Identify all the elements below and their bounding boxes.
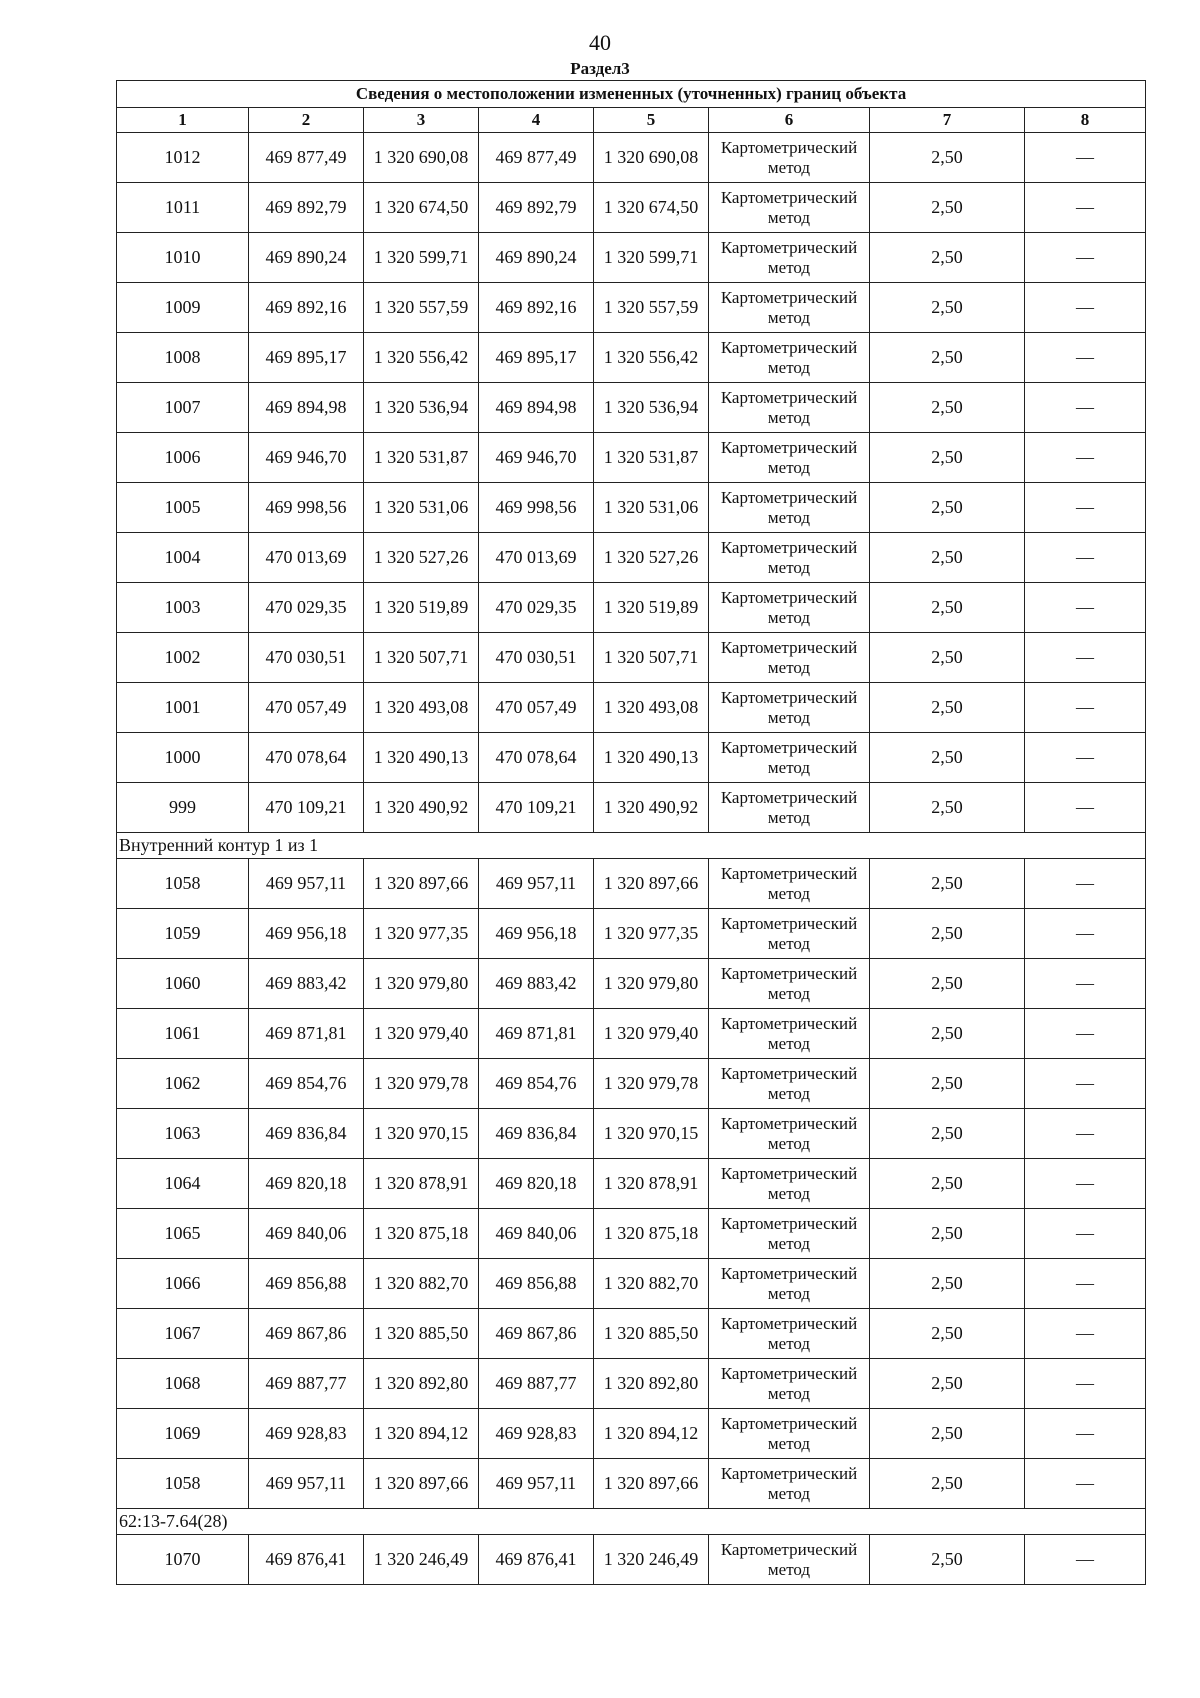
y-coordinate-cell: 1 320 875,18 [364, 1209, 479, 1259]
coordinates-table [116, 80, 1146, 1585]
precision-cell: 2,50 [870, 1259, 1025, 1309]
table-row [117, 733, 1146, 783]
description-cell: — [1025, 433, 1146, 483]
point-number-cell: 1003 [117, 583, 249, 633]
x-coordinate-cell: 470 109,21 [249, 783, 364, 833]
x-coordinate-cell: 469 894,98 [249, 383, 364, 433]
y-coordinate-cell: 1 320 246,49 [364, 1535, 479, 1585]
table-row [117, 1159, 1146, 1209]
precision-cell: 2,50 [870, 959, 1025, 1009]
method-cell: Картометрический метод [709, 1409, 870, 1459]
section-label: Внутренний контур 1 из 1 [117, 833, 1146, 859]
method-cell: Картометрический метод [709, 383, 870, 433]
y-coordinate-cell: 1 320 519,89 [364, 583, 479, 633]
y-coordinate-new-cell: 1 320 885,50 [594, 1309, 709, 1359]
x-coordinate-cell: 469 957,11 [249, 1459, 364, 1509]
y-coordinate-new-cell: 1 320 897,66 [594, 1459, 709, 1509]
y-coordinate-new-cell: 1 320 599,71 [594, 233, 709, 283]
description-cell: — [1025, 683, 1146, 733]
point-number-cell: 1005 [117, 483, 249, 533]
method-cell: Картометрический метод [709, 859, 870, 909]
x-coordinate-cell: 469 895,17 [249, 333, 364, 383]
x-coordinate-new-cell: 469 877,49 [479, 133, 594, 183]
precision-cell: 2,50 [870, 633, 1025, 683]
column-header: 6 [709, 108, 870, 133]
description-cell: — [1025, 183, 1146, 233]
method-cell: Картометрический метод [709, 533, 870, 583]
y-coordinate-new-cell: 1 320 531,87 [594, 433, 709, 483]
description-cell: — [1025, 1109, 1146, 1159]
description-cell: — [1025, 783, 1146, 833]
description-cell: — [1025, 1259, 1146, 1309]
x-coordinate-cell: 469 871,81 [249, 1009, 364, 1059]
point-number-cell: 1061 [117, 1009, 249, 1059]
x-coordinate-new-cell: 469 998,56 [479, 483, 594, 533]
precision-cell: 2,50 [870, 1459, 1025, 1509]
precision-cell: 2,50 [870, 133, 1025, 183]
x-coordinate-new-cell: 469 946,70 [479, 433, 594, 483]
method-cell: Картометрический метод [709, 433, 870, 483]
y-coordinate-cell: 1 320 599,71 [364, 233, 479, 283]
y-coordinate-cell: 1 320 493,08 [364, 683, 479, 733]
description-cell: — [1025, 1209, 1146, 1259]
x-coordinate-new-cell: 470 057,49 [479, 683, 594, 733]
x-coordinate-cell: 469 892,16 [249, 283, 364, 333]
description-cell: — [1025, 1359, 1146, 1409]
y-coordinate-cell: 1 320 531,06 [364, 483, 479, 533]
x-coordinate-cell: 469 928,83 [249, 1409, 364, 1459]
y-coordinate-new-cell: 1 320 875,18 [594, 1209, 709, 1259]
x-coordinate-cell: 469 998,56 [249, 483, 364, 533]
y-coordinate-new-cell: 1 320 970,15 [594, 1109, 709, 1159]
y-coordinate-new-cell: 1 320 892,80 [594, 1359, 709, 1409]
x-coordinate-new-cell: 469 957,11 [479, 859, 594, 909]
method-cell: Картометрический метод [709, 483, 870, 533]
description-cell: — [1025, 633, 1146, 683]
y-coordinate-cell: 1 320 674,50 [364, 183, 479, 233]
precision-cell: 2,50 [870, 433, 1025, 483]
method-cell: Картометрический метод [709, 1359, 870, 1409]
y-coordinate-cell: 1 320 536,94 [364, 383, 479, 433]
column-header: 8 [1025, 108, 1146, 133]
point-number-cell: 1000 [117, 733, 249, 783]
y-coordinate-cell: 1 320 892,80 [364, 1359, 479, 1409]
table-row [117, 1409, 1146, 1459]
method-cell: Картометрический метод [709, 633, 870, 683]
y-coordinate-new-cell: 1 320 527,26 [594, 533, 709, 583]
precision-cell: 2,50 [870, 683, 1025, 733]
precision-cell: 2,50 [870, 859, 1025, 909]
table-row [117, 1109, 1146, 1159]
precision-cell: 2,50 [870, 483, 1025, 533]
y-coordinate-new-cell: 1 320 674,50 [594, 183, 709, 233]
point-number-cell: 1008 [117, 333, 249, 383]
y-coordinate-cell: 1 320 894,12 [364, 1409, 479, 1459]
method-cell: Картометрический метод [709, 959, 870, 1009]
x-coordinate-new-cell: 469 887,77 [479, 1359, 594, 1409]
precision-cell: 2,50 [870, 733, 1025, 783]
point-number-cell: 1058 [117, 859, 249, 909]
y-coordinate-new-cell: 1 320 536,94 [594, 383, 709, 433]
table-row [117, 1009, 1146, 1059]
method-cell: Картометрический метод [709, 283, 870, 333]
description-cell: — [1025, 909, 1146, 959]
precision-cell: 2,50 [870, 583, 1025, 633]
x-coordinate-new-cell: 470 109,21 [479, 783, 594, 833]
y-coordinate-cell: 1 320 527,26 [364, 533, 479, 583]
x-coordinate-new-cell: 469 890,24 [479, 233, 594, 283]
precision-cell: 2,50 [870, 1409, 1025, 1459]
y-coordinate-cell: 1 320 882,70 [364, 1259, 479, 1309]
x-coordinate-new-cell: 470 030,51 [479, 633, 594, 683]
y-coordinate-cell: 1 320 557,59 [364, 283, 479, 333]
description-cell: — [1025, 483, 1146, 533]
description-cell: — [1025, 1159, 1146, 1209]
column-header: 3 [364, 108, 479, 133]
y-coordinate-cell: 1 320 490,13 [364, 733, 479, 783]
y-coordinate-new-cell: 1 320 531,06 [594, 483, 709, 533]
method-cell: Картометрический метод [709, 333, 870, 383]
x-coordinate-new-cell: 469 892,16 [479, 283, 594, 333]
x-coordinate-new-cell: 469 883,42 [479, 959, 594, 1009]
point-number-cell: 1012 [117, 133, 249, 183]
table-row [117, 433, 1146, 483]
table-row [117, 783, 1146, 833]
x-coordinate-cell: 469 956,18 [249, 909, 364, 959]
table-row [117, 633, 1146, 683]
x-coordinate-new-cell: 470 029,35 [479, 583, 594, 633]
point-number-cell: 1009 [117, 283, 249, 333]
description-cell: — [1025, 533, 1146, 583]
point-number-cell: 1001 [117, 683, 249, 733]
y-coordinate-cell: 1 320 878,91 [364, 1159, 479, 1209]
y-coordinate-new-cell: 1 320 977,35 [594, 909, 709, 959]
y-coordinate-cell: 1 320 556,42 [364, 333, 479, 383]
x-coordinate-new-cell: 469 871,81 [479, 1009, 594, 1059]
y-coordinate-new-cell: 1 320 507,71 [594, 633, 709, 683]
y-coordinate-cell: 1 320 979,80 [364, 959, 479, 1009]
point-number-cell: 1069 [117, 1409, 249, 1459]
table-row [117, 1359, 1146, 1409]
method-cell: Картометрический метод [709, 909, 870, 959]
x-coordinate-cell: 469 836,84 [249, 1109, 364, 1159]
x-coordinate-cell: 470 029,35 [249, 583, 364, 633]
description-cell: — [1025, 133, 1146, 183]
description-cell: — [1025, 283, 1146, 333]
precision-cell: 2,50 [870, 1309, 1025, 1359]
description-cell: — [1025, 859, 1146, 909]
x-coordinate-new-cell: 469 894,98 [479, 383, 594, 433]
method-cell: Картометрический метод [709, 733, 870, 783]
table-row [117, 683, 1146, 733]
point-number-cell: 1060 [117, 959, 249, 1009]
description-cell: — [1025, 333, 1146, 383]
x-coordinate-cell: 470 030,51 [249, 633, 364, 683]
point-number-cell: 1066 [117, 1259, 249, 1309]
column-header: 7 [870, 108, 1025, 133]
precision-cell: 2,50 [870, 1159, 1025, 1209]
precision-cell: 2,50 [870, 1059, 1025, 1109]
table-row [117, 909, 1146, 959]
point-number-cell: 999 [117, 783, 249, 833]
point-number-cell: 1004 [117, 533, 249, 583]
table-caption: Сведения о местоположении измененных (уточненных) границ объекта [117, 81, 1146, 108]
y-coordinate-new-cell: 1 320 493,08 [594, 683, 709, 733]
x-coordinate-new-cell: 469 820,18 [479, 1159, 594, 1209]
table-row [117, 959, 1146, 1009]
point-number-cell: 1059 [117, 909, 249, 959]
y-coordinate-cell: 1 320 979,40 [364, 1009, 479, 1059]
method-cell: Картометрический метод [709, 1059, 870, 1109]
column-header: 4 [479, 108, 594, 133]
point-number-cell: 1007 [117, 383, 249, 433]
method-cell: Картометрический метод [709, 783, 870, 833]
y-coordinate-new-cell: 1 320 878,91 [594, 1159, 709, 1209]
precision-cell: 2,50 [870, 533, 1025, 583]
precision-cell: 2,50 [870, 1009, 1025, 1059]
x-coordinate-cell: 469 883,42 [249, 959, 364, 1009]
point-number-cell: 1062 [117, 1059, 249, 1109]
point-number-cell: 1070 [117, 1535, 249, 1585]
x-coordinate-cell: 469 856,88 [249, 1259, 364, 1309]
y-coordinate-new-cell: 1 320 519,89 [594, 583, 709, 633]
table-row [117, 233, 1146, 283]
precision-cell: 2,50 [870, 283, 1025, 333]
section-row [117, 1509, 1146, 1535]
y-coordinate-cell: 1 320 690,08 [364, 133, 479, 183]
point-number-cell: 1010 [117, 233, 249, 283]
y-coordinate-new-cell: 1 320 246,49 [594, 1535, 709, 1585]
table-row [117, 583, 1146, 633]
precision-cell: 2,50 [870, 333, 1025, 383]
y-coordinate-cell: 1 320 897,66 [364, 859, 479, 909]
y-coordinate-cell: 1 320 507,71 [364, 633, 479, 683]
y-coordinate-cell: 1 320 977,35 [364, 909, 479, 959]
table-row [117, 1535, 1146, 1585]
section-row [117, 833, 1146, 859]
description-cell: — [1025, 1409, 1146, 1459]
precision-cell: 2,50 [870, 1209, 1025, 1259]
column-header: 2 [249, 108, 364, 133]
table-row [117, 1209, 1146, 1259]
precision-cell: 2,50 [870, 783, 1025, 833]
y-coordinate-new-cell: 1 320 897,66 [594, 859, 709, 909]
x-coordinate-cell: 469 877,49 [249, 133, 364, 183]
method-cell: Картометрический метод [709, 183, 870, 233]
section-label: 62:13-7.64(28) [117, 1509, 1146, 1535]
y-coordinate-new-cell: 1 320 490,92 [594, 783, 709, 833]
y-coordinate-cell: 1 320 979,78 [364, 1059, 479, 1109]
precision-cell: 2,50 [870, 1535, 1025, 1585]
method-cell: Картометрический метод [709, 1535, 870, 1585]
x-coordinate-cell: 469 957,11 [249, 859, 364, 909]
y-coordinate-new-cell: 1 320 882,70 [594, 1259, 709, 1309]
x-coordinate-cell: 470 057,49 [249, 683, 364, 733]
description-cell: — [1025, 1059, 1146, 1109]
description-cell: — [1025, 733, 1146, 783]
table-row [117, 1459, 1146, 1509]
x-coordinate-new-cell: 469 892,79 [479, 183, 594, 233]
point-number-cell: 1063 [117, 1109, 249, 1159]
point-number-cell: 1067 [117, 1309, 249, 1359]
method-cell: Картометрический метод [709, 1309, 870, 1359]
y-coordinate-cell: 1 320 897,66 [364, 1459, 479, 1509]
x-coordinate-cell: 469 840,06 [249, 1209, 364, 1259]
x-coordinate-cell: 469 892,79 [249, 183, 364, 233]
point-number-cell: 1068 [117, 1359, 249, 1409]
table-row [117, 1309, 1146, 1359]
x-coordinate-new-cell: 470 078,64 [479, 733, 594, 783]
y-coordinate-new-cell: 1 320 556,42 [594, 333, 709, 383]
y-coordinate-new-cell: 1 320 979,80 [594, 959, 709, 1009]
x-coordinate-new-cell: 469 956,18 [479, 909, 594, 959]
x-coordinate-new-cell: 469 957,11 [479, 1459, 594, 1509]
point-number-cell: 1002 [117, 633, 249, 683]
column-header: 5 [594, 108, 709, 133]
x-coordinate-cell: 469 946,70 [249, 433, 364, 483]
y-coordinate-new-cell: 1 320 690,08 [594, 133, 709, 183]
x-coordinate-new-cell: 469 928,83 [479, 1409, 594, 1459]
description-cell: — [1025, 1459, 1146, 1509]
point-number-cell: 1011 [117, 183, 249, 233]
point-number-cell: 1064 [117, 1159, 249, 1209]
table-row [117, 183, 1146, 233]
precision-cell: 2,50 [870, 1359, 1025, 1409]
point-number-cell: 1058 [117, 1459, 249, 1509]
description-cell: — [1025, 1309, 1146, 1359]
description-cell: — [1025, 1535, 1146, 1585]
table-row [117, 533, 1146, 583]
description-cell: — [1025, 959, 1146, 1009]
x-coordinate-cell: 469 887,77 [249, 1359, 364, 1409]
method-cell: Картометрический метод [709, 583, 870, 633]
method-cell: Картометрический метод [709, 1109, 870, 1159]
precision-cell: 2,50 [870, 383, 1025, 433]
table-row [117, 1059, 1146, 1109]
table-row [117, 383, 1146, 433]
x-coordinate-new-cell: 469 876,41 [479, 1535, 594, 1585]
y-coordinate-new-cell: 1 320 979,78 [594, 1059, 709, 1109]
table-row [117, 283, 1146, 333]
x-coordinate-cell: 470 078,64 [249, 733, 364, 783]
method-cell: Картометрический метод [709, 1459, 870, 1509]
y-coordinate-cell: 1 320 531,87 [364, 433, 479, 483]
x-coordinate-cell: 469 854,76 [249, 1059, 364, 1109]
x-coordinate-new-cell: 469 867,86 [479, 1309, 594, 1359]
section-title: Раздел3 [570, 59, 630, 78]
point-number-cell: 1006 [117, 433, 249, 483]
method-cell: Картометрический метод [709, 683, 870, 733]
precision-cell: 2,50 [870, 233, 1025, 283]
table-caption-row [117, 81, 1146, 108]
precision-cell: 2,50 [870, 909, 1025, 959]
y-coordinate-cell: 1 320 885,50 [364, 1309, 479, 1359]
x-coordinate-new-cell: 469 840,06 [479, 1209, 594, 1259]
y-coordinate-new-cell: 1 320 490,13 [594, 733, 709, 783]
y-coordinate-new-cell: 1 320 894,12 [594, 1409, 709, 1459]
method-cell: Картометрический метод [709, 1159, 870, 1209]
point-number-cell: 1065 [117, 1209, 249, 1259]
x-coordinate-new-cell: 469 836,84 [479, 1109, 594, 1159]
x-coordinate-new-cell: 469 856,88 [479, 1259, 594, 1309]
y-coordinate-new-cell: 1 320 979,40 [594, 1009, 709, 1059]
description-cell: — [1025, 583, 1146, 633]
method-cell: Картометрический метод [709, 233, 870, 283]
method-cell: Картометрический метод [709, 133, 870, 183]
column-header: 1 [117, 108, 249, 133]
table-body [117, 81, 1146, 1585]
table-row [117, 133, 1146, 183]
table-row [117, 1259, 1146, 1309]
x-coordinate-cell: 469 867,86 [249, 1309, 364, 1359]
description-cell: — [1025, 233, 1146, 283]
precision-cell: 2,50 [870, 1109, 1025, 1159]
method-cell: Картометрический метод [709, 1009, 870, 1059]
x-coordinate-cell: 470 013,69 [249, 533, 364, 583]
method-cell: Картометрический метод [709, 1259, 870, 1309]
x-coordinate-new-cell: 470 013,69 [479, 533, 594, 583]
table-row [117, 333, 1146, 383]
description-cell: — [1025, 1009, 1146, 1059]
y-coordinate-cell: 1 320 490,92 [364, 783, 479, 833]
x-coordinate-cell: 469 876,41 [249, 1535, 364, 1585]
x-coordinate-new-cell: 469 854,76 [479, 1059, 594, 1109]
x-coordinate-new-cell: 469 895,17 [479, 333, 594, 383]
precision-cell: 2,50 [870, 183, 1025, 233]
y-coordinate-new-cell: 1 320 557,59 [594, 283, 709, 333]
x-coordinate-cell: 469 890,24 [249, 233, 364, 283]
x-coordinate-cell: 469 820,18 [249, 1159, 364, 1209]
y-coordinate-cell: 1 320 970,15 [364, 1109, 479, 1159]
page-number: 40 [589, 30, 611, 55]
column-header-row [117, 108, 1146, 133]
method-cell: Картометрический метод [709, 1209, 870, 1259]
table-row [117, 859, 1146, 909]
table-row [117, 483, 1146, 533]
description-cell: — [1025, 383, 1146, 433]
